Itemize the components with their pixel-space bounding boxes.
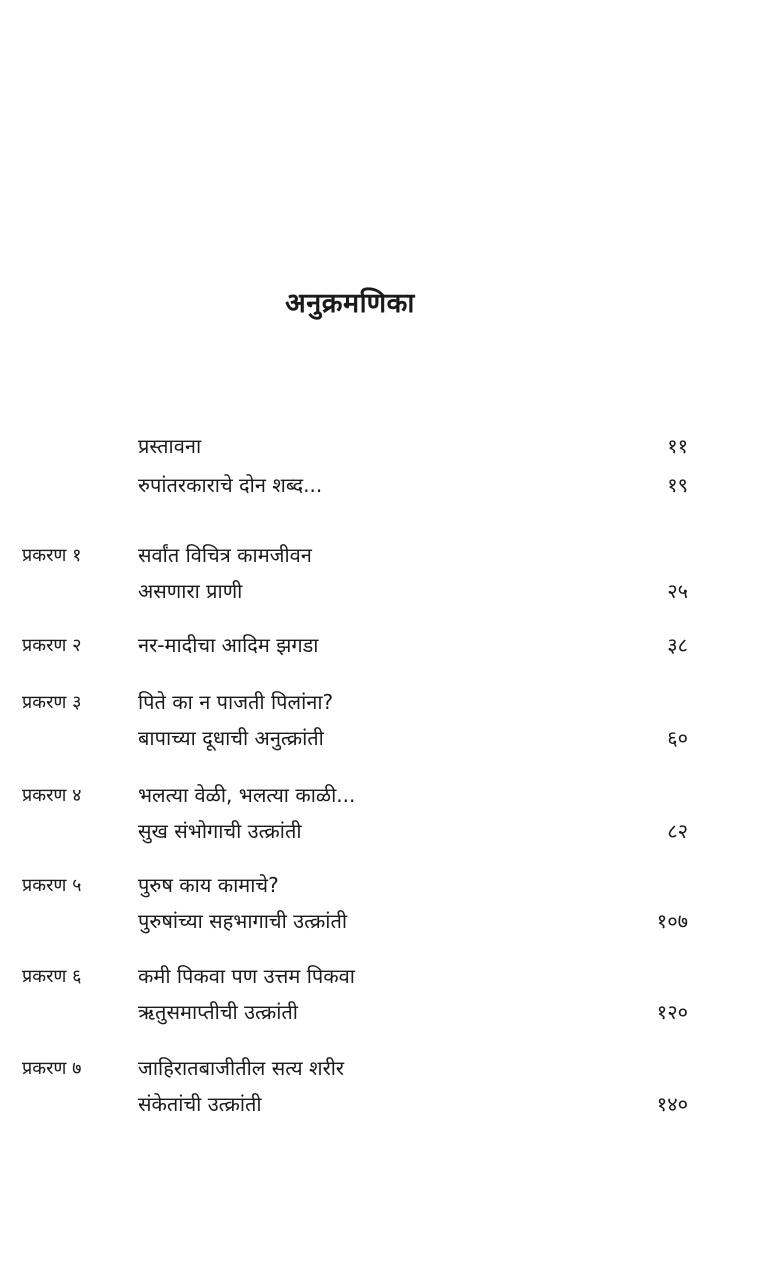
entry-page-number: १९ [667, 473, 688, 497]
entry-page-number: १२० [656, 1000, 688, 1024]
entry-title-line-2: असणारा प्राणी [138, 579, 243, 603]
chapter-label: प्रकरण ७ [22, 1058, 82, 1079]
entry-title-line-1: पुरुष काय कामाचे? [138, 873, 279, 897]
page-title: अनुक्रमणिका [285, 288, 415, 319]
chapter-label: प्रकरण ४ [22, 785, 82, 806]
chapter-label: प्रकरण २ [22, 635, 82, 656]
entry-page-number: ३८ [667, 633, 688, 657]
entry-title-line-1: कमी पिकवा पण उत्तम पिकवा [138, 964, 355, 988]
entry-title-line-2: बापाच्या दूधाची अनुत्क्रांती [138, 726, 324, 750]
entry-page-number: २५ [667, 579, 688, 603]
chapter-label: प्रकरण ६ [22, 966, 82, 987]
entry-title-line-1: जाहिरातबाजीतील सत्य शरीर [138, 1056, 345, 1080]
entry-title-line-2: ऋतुसमाप्तीची उत्क्रांती [138, 1000, 298, 1024]
entry-title-line-1: प्रस्तावना [138, 434, 202, 458]
entry-page-number: १४० [656, 1092, 688, 1116]
entry-title-line-1: भलत्या वेळी, भलत्या काळी... [138, 783, 356, 807]
entry-title-line-1: नर-मादीचा आदिम झगडा [138, 633, 319, 657]
entry-title-line-1: सर्वांत विचित्र कामजीवन [138, 543, 312, 567]
entry-title-line-2: पुरुषांच्या सहभागाची उत्क्रांती [138, 909, 348, 933]
chapter-label: प्रकरण ३ [22, 692, 82, 713]
chapter-label: प्रकरण ५ [22, 875, 82, 896]
entry-page-number: ८२ [667, 819, 688, 843]
entry-title-line-1: रुपांतरकाराचे दोन शब्द... [138, 473, 323, 497]
entry-title-line-2: सुख संभोगाची उत्क्रांती [138, 819, 302, 843]
entry-title-line-1: पिते का न पाजती पिलांना? [138, 690, 334, 714]
entry-page-number: ११ [667, 434, 688, 458]
entry-title-line-2: संकेतांची उत्क्रांती [138, 1092, 262, 1116]
chapter-label: प्रकरण १ [22, 545, 82, 566]
entry-page-number: १०७ [656, 909, 688, 933]
entry-page-number: ६० [667, 726, 688, 750]
